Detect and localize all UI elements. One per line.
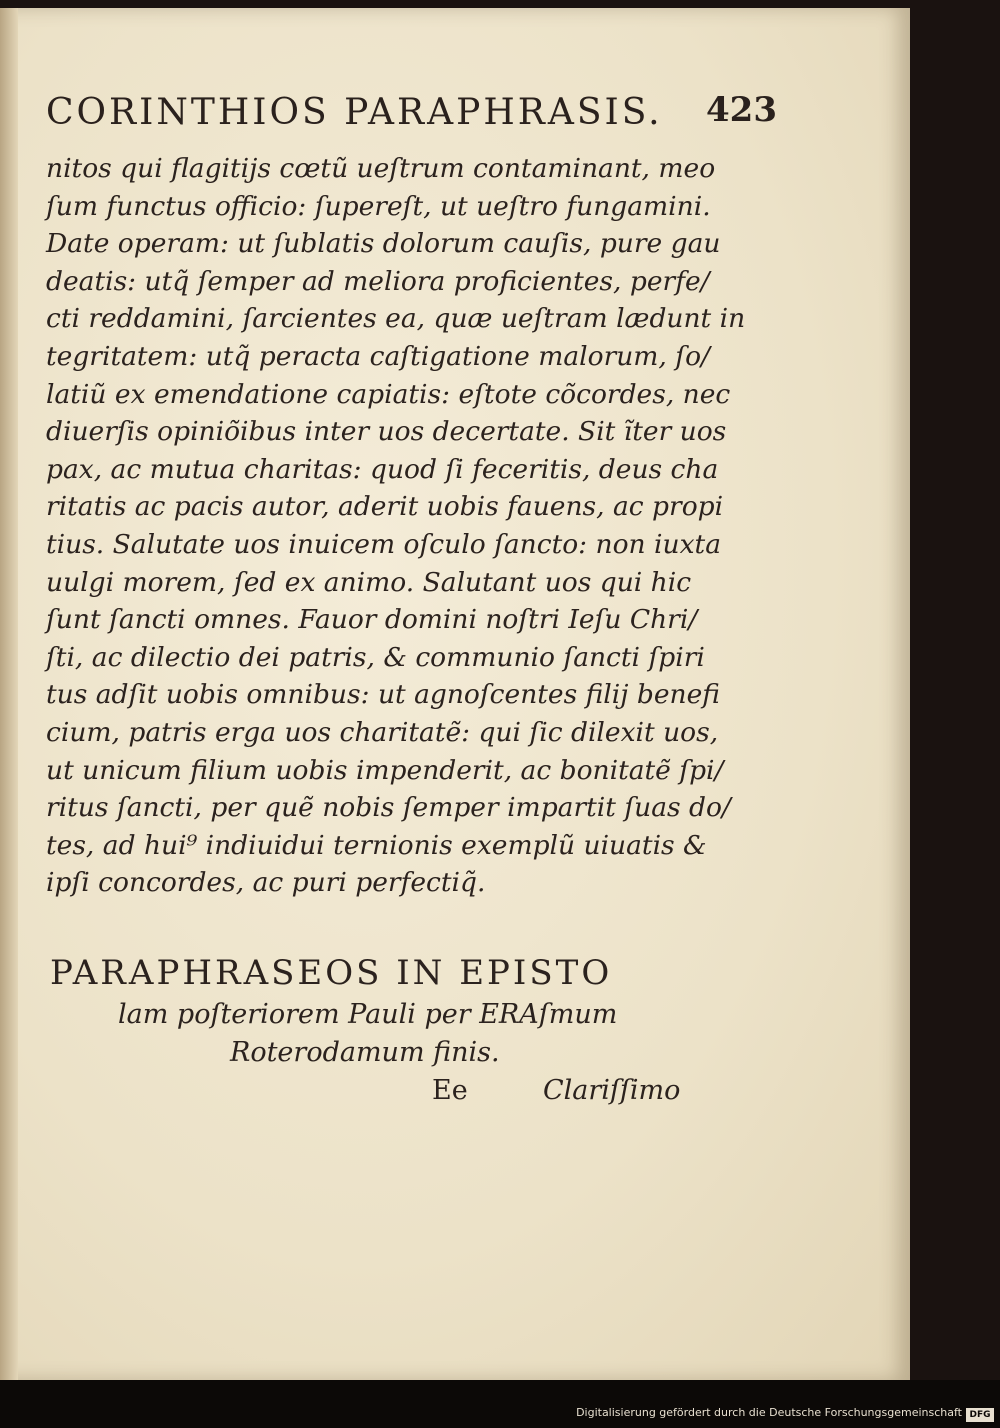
body-text: [46, 150, 746, 902]
text-line: ſum functus officio: ſupereſt, ut ueſtro fungamini.: [46, 190, 711, 222]
text-line: ſti, ac dilectio dei patris, & communio ſancti ſpiri: [46, 641, 705, 673]
catchword: Clariſſimo: [543, 1075, 681, 1106]
signature-mark: Ee: [432, 1075, 468, 1106]
text-line: diuerſis opiniõibus inter uos decertate. Sit ĩter uos: [46, 416, 727, 448]
text-line: tes, ad hui⁹ indiuidui ternionis exemplũ uiuatis &: [46, 829, 707, 861]
funding-credit: Digitalisierung gefördert durch die Deutsche Forschungsgemeinschaft: [576, 1406, 962, 1419]
text-line: tus adſit uobis omnibus: ut agnoſcentes filij benefi: [46, 679, 720, 711]
text-line: nitos qui flagitijs cœtũ ueſtrum contaminant, meo: [46, 153, 716, 184]
colophon-line: Roterodamum finis.: [230, 1037, 500, 1068]
signature-row: [50, 1072, 690, 1112]
page-gutter: [0, 8, 18, 1380]
text-line: deatis: utq̃ ſemper ad meliora proficientes, perfe/: [46, 265, 710, 297]
page-number: 423: [706, 90, 777, 130]
page-header: [46, 92, 776, 140]
colophon-line: lam poſteriorem Pauli per ERAſmum: [118, 999, 618, 1030]
text-line: ritatis ac pacis autor, aderit uobis fauens, ac propi: [46, 491, 724, 523]
colophon: [50, 950, 690, 1112]
text-line: cium, patris erga uos charitatẽ: qui ſic dilexit uos,: [46, 716, 719, 748]
dfg-logo-icon: DFG: [966, 1408, 994, 1422]
running-title: CORINTHIOS PARAPHRASIS.: [46, 92, 663, 133]
footer-bar: [0, 1380, 1000, 1428]
colophon-heading: PARAPHRASEOS IN EPISTO: [50, 953, 613, 993]
text-line: ritus ſancti, per quẽ nobis ſemper impartit ſuas do/: [46, 792, 731, 824]
text-line: latiũ ex emendatione capiatis: eſtote cõcordes, nec: [46, 378, 731, 410]
text-line: tegritatem: utq̃ peracta caſtigatione malorum, ſo/: [46, 340, 710, 372]
text-line: ut unicum filium uobis impenderit, ac bonitatẽ ſpi/: [46, 754, 724, 786]
text-line: pax, ac mutua charitas: quod ſi feceritis, deus cha: [46, 453, 719, 485]
text-line: Date operam: ut ſublatis dolorum cauſis, pure gau: [46, 228, 721, 260]
text-line: uulgi morem, ſed ex animo. Salutant uos qui hic: [46, 566, 692, 598]
text-line: ſunt ſancti omnes. Fauor domini noſtri Ieſu Chri/: [46, 604, 698, 636]
text-line: tius. Salutate uos inuicem oſculo ſancto: non iuxta: [46, 528, 721, 560]
text-line: cti reddamini, ſarcientes ea, quæ ueſtram lædunt in: [46, 303, 746, 335]
text-line: ipſi concordes, ac puri perfectiq̃.: [46, 867, 486, 899]
